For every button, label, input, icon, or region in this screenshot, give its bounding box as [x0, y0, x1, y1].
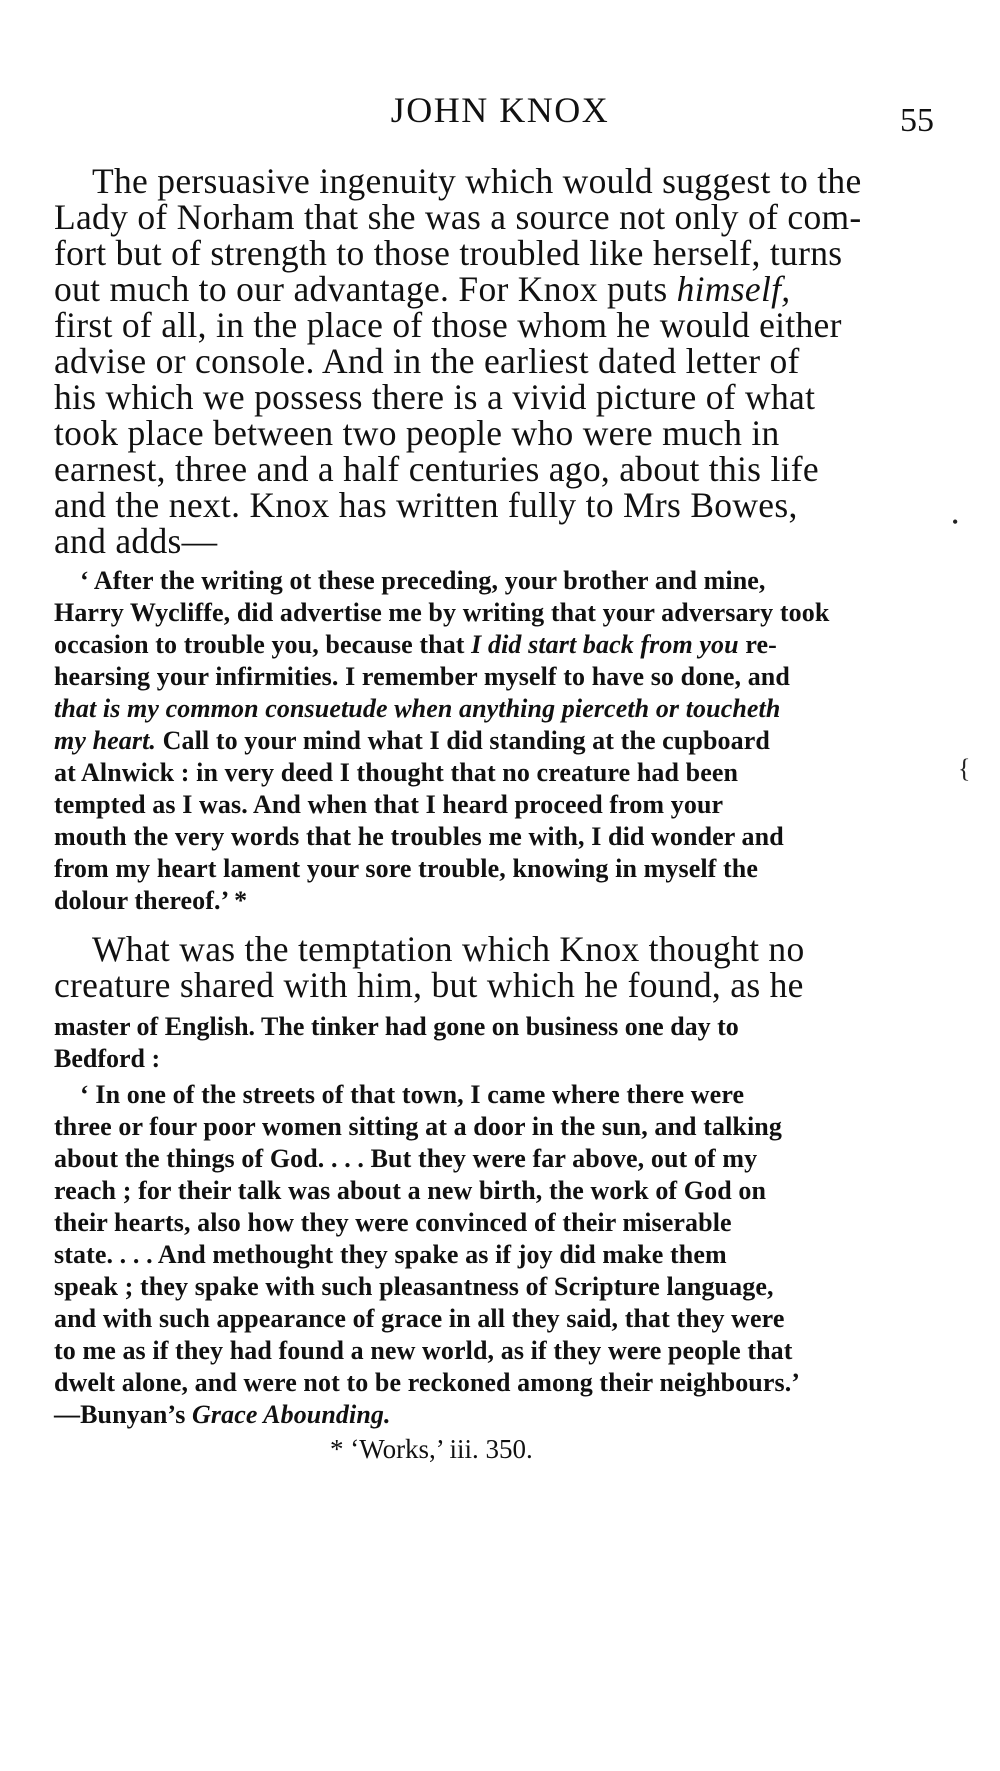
quote-line: mouth the very words that he troubles me with, I did wonder and [54, 822, 784, 851]
text-line: Bedford : [54, 1044, 161, 1073]
quote-line: ‘ After the writing ot these preceding, your brother and mine, [80, 566, 766, 595]
text-line: and the next. Knox has written fully to Mrs Bowes, [54, 485, 798, 525]
quote-line: occasion to trouble you, because that I did start back from you re- [54, 630, 777, 659]
text-line: The persuasive ingenuity which would suggest to the [92, 161, 862, 201]
margin-bullet-mark: • [952, 512, 959, 532]
page-number: 55 [900, 102, 934, 139]
text-line: fort but of strength to those troubled like herself, turns [54, 233, 843, 273]
quote-line: ‘ In one of the streets of that town, I came where there were [80, 1080, 745, 1109]
quote-line: dwelt alone, and were not to be reckoned among their neighbours.’ [54, 1368, 801, 1397]
text-line: master of English. The tinker had gone on business one day to [54, 1012, 739, 1041]
text-line: creature shared with him, but which he found, as he [54, 965, 804, 1005]
quote-line: speak ; they spake with such pleasantness of Scripture language, [54, 1272, 774, 1301]
quote-line: their hearts, also how they were convinced of their miserable [54, 1208, 732, 1237]
quote-line: dolour thereof.’ * [54, 886, 248, 915]
quote-line: —Bunyan’s Grace Abounding. [54, 1400, 391, 1429]
margin-brace-mark: { [958, 754, 971, 783]
quote-line: reach ; for their talk was about a new birth, the work of God on [54, 1176, 767, 1205]
text-line: Lady of Norham that she was a source not only of com- [54, 197, 862, 237]
emphasis: that is my common consuetude when anything pierceth or toucheth [54, 694, 781, 723]
quote-line: my heart. Call to your mind what I did standing at the cupboard [54, 726, 770, 755]
quote-line: three or four poor women sitting at a door in the sun, and talking [54, 1112, 782, 1141]
quote-line: tempted as I was. And when that I heard proceed from your [54, 790, 724, 819]
quote-line: Harry Wycliffe, did advertise me by writing that your adversary took [54, 598, 830, 627]
text-line: took place between two people who were much in [54, 413, 780, 453]
text-line: and adds— [54, 521, 218, 561]
text-line: What was the temptation which Knox thought no [92, 929, 805, 969]
emphasis: I did start back from you [471, 630, 739, 659]
quote-line: hearsing your infirmities. I remember myself to have so done, and [54, 662, 790, 691]
running-title: JOHN KNOX [390, 90, 610, 130]
quote-line: at Alnwick : in very deed I thought that no creature had been [54, 758, 739, 787]
footnote: * ‘Works,’ iii. 350. [330, 1434, 533, 1464]
quote-line: and with such appearance of grace in all they said, that they were [54, 1304, 785, 1333]
text-line: his which we possess there is a vivid picture of what [54, 377, 816, 417]
quote-line: to me as if they had found a new world, as if they were people that [54, 1336, 793, 1365]
book-title: Grace Abounding. [192, 1400, 391, 1429]
quote-line: from my heart lament your sore trouble, knowing in myself the [54, 854, 758, 883]
quote-line: about the things of God. . . . But they were far above, out of my [54, 1144, 758, 1173]
text-line: earnest, three and a half centuries ago, about this life [54, 449, 819, 489]
text-line: out much to our advantage. For Knox puts himself, [54, 269, 791, 309]
emphasis: my heart. [54, 726, 157, 755]
quote-line [54, 694, 780, 724]
text-line: first of all, in the place of those whom he would either [54, 305, 842, 345]
quote-line: state. . . . And methought they spake as if joy did make them [54, 1240, 727, 1269]
text-line: advise or console. And in the earliest dated letter of [54, 341, 800, 381]
emphasis: himself, [676, 269, 791, 309]
